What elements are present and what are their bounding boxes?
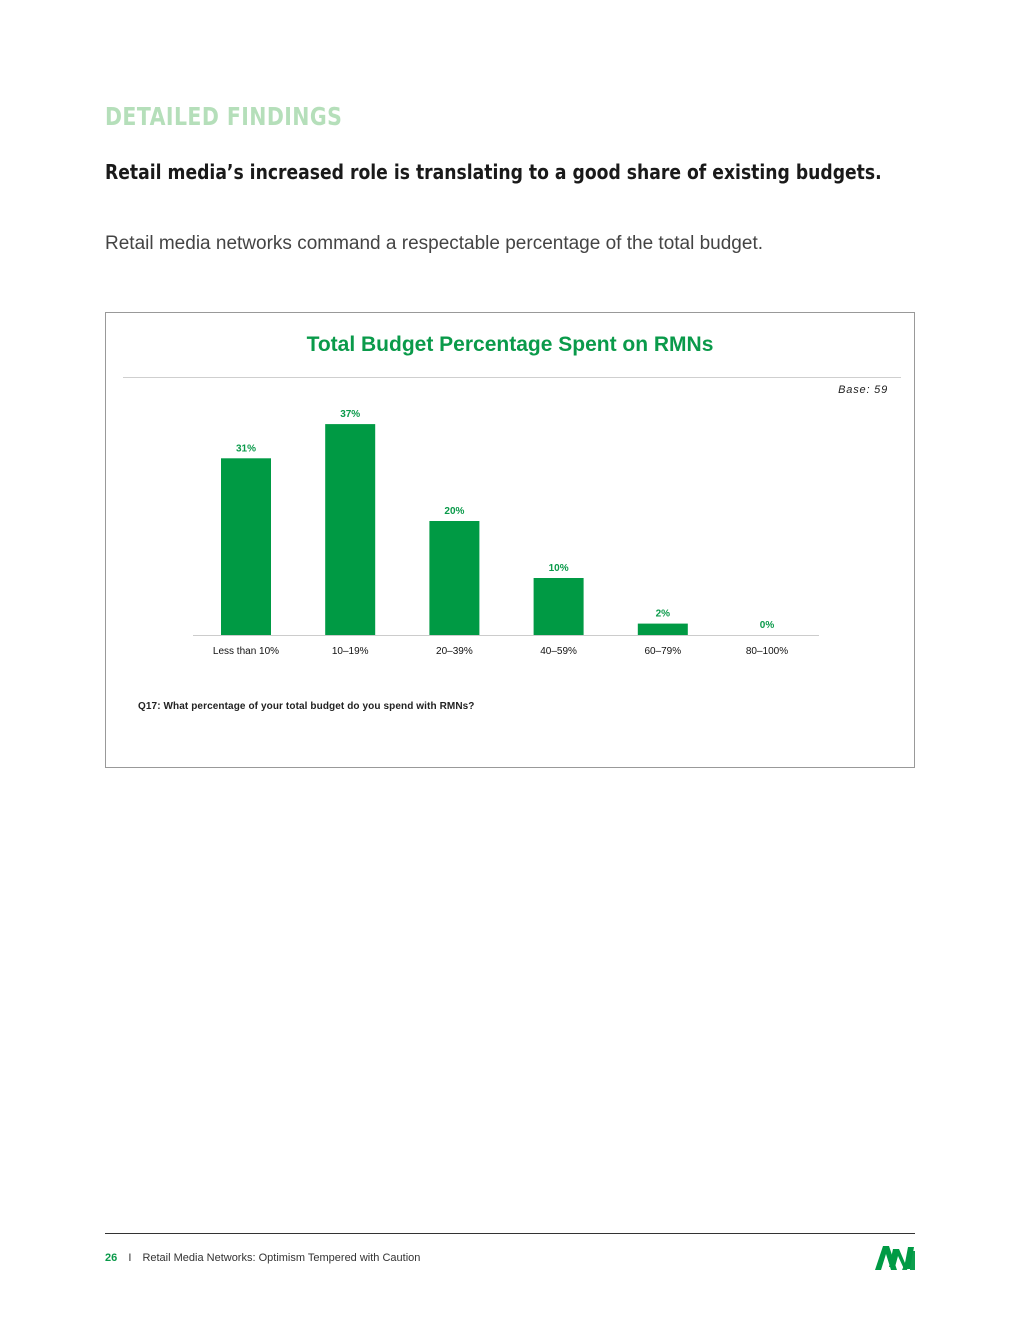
category-label-5: 60–79% [644, 646, 682, 657]
chart-title: Total Budget Percentage Spent on RMNs [306, 333, 714, 356]
base-note: Base: 59 [838, 384, 888, 396]
footer-separator: I [128, 1252, 132, 1264]
category-label-2: 10–19% [331, 646, 369, 657]
chart-container [105, 312, 915, 768]
data-label-6: 0% [759, 620, 775, 631]
survey-question: Q17: What percentage of your total budget do you spend with RMNs? [138, 701, 475, 712]
footer-divider [105, 1233, 915, 1234]
category-label-1: Less than 10% [212, 646, 280, 657]
page-headline: Retail media’s increased role is translating to a good share of existing budgets. [105, 160, 882, 184]
data-label-1: 31% [235, 443, 257, 455]
page-number: 26 [105, 1252, 118, 1264]
section-label: DETAILED FINDINGS [105, 102, 343, 131]
bar-chart [106, 313, 914, 767]
page-footer [105, 1252, 420, 1264]
intro-paragraph: Retail media networks command a respectable percentage of the total budget. [105, 233, 763, 254]
category-label-4: 40–59% [540, 646, 577, 657]
ana-logo [874, 1243, 916, 1271]
data-label-2: 37% [340, 409, 361, 421]
data-label-3: 20% [444, 506, 465, 517]
bar-2 [325, 424, 375, 635]
category-label-3: 20–39% [436, 646, 473, 657]
bar-4 [534, 578, 584, 635]
bar-1 [221, 458, 271, 635]
document-title: Retail Media Networks: Optimism Tempered with Caution [142, 1252, 421, 1264]
data-label-4: 10% [548, 563, 569, 574]
data-label-5: 2% [655, 608, 671, 620]
bar-3 [429, 521, 479, 635]
bar-5 [638, 624, 688, 635]
category-label-6: 80–100% [745, 646, 789, 657]
